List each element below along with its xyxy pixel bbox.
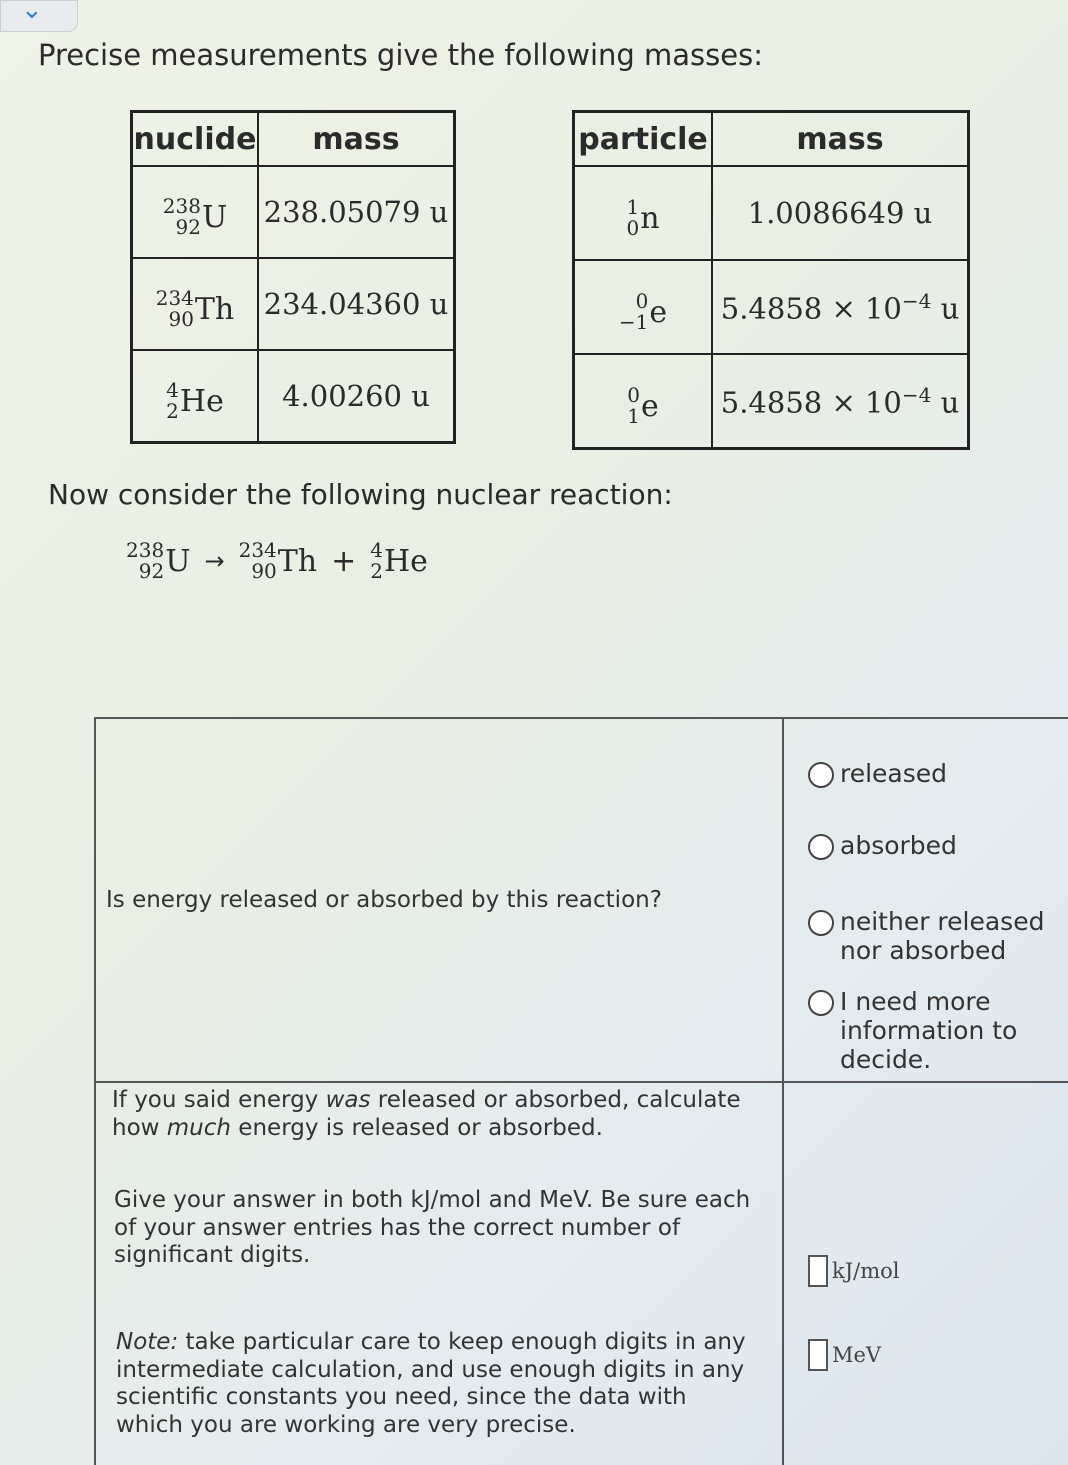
table-row <box>132 258 455 350</box>
nuclide-symbol: 4 2 He <box>166 378 224 423</box>
nuclear-reaction <box>126 540 428 582</box>
particle-symbol: 0 1 e <box>627 383 659 428</box>
table-row <box>132 166 455 258</box>
radio-button[interactable] <box>808 990 834 1016</box>
table-row <box>574 166 969 260</box>
mev-answer: MeV <box>808 1339 881 1371</box>
particle-symbol: 0 −1 e <box>618 289 668 334</box>
table-row <box>574 354 969 449</box>
particle-header: particle <box>574 112 713 167</box>
product-nuclide: 4 2 He <box>370 538 428 583</box>
radio-button[interactable] <box>808 834 834 860</box>
mass-value: 4.00260 u <box>258 350 455 443</box>
radio-button[interactable] <box>808 910 834 936</box>
table-row <box>574 260 969 354</box>
question-panel <box>94 717 1068 1465</box>
question-calculate: If you said energy was released or absorbed, calculate how much energy is released or absorbed. <box>112 1087 741 1141</box>
arrow-icon: → <box>204 547 225 575</box>
mass-value: $5.4858 \times 10^{-4}$ u <box>712 260 969 354</box>
mass-value: 234.04360 u <box>258 258 455 350</box>
nuclide-symbol: 234 90 Th <box>155 286 235 331</box>
mass-value: 238.05079 u <box>258 166 455 258</box>
collapse-toggle[interactable] <box>0 0 78 32</box>
option-released[interactable]: released <box>808 759 947 788</box>
kj-per-mol-input[interactable] <box>808 1255 828 1287</box>
chevron-down-icon: ⌄ <box>21 0 43 25</box>
plus-sign: + <box>331 543 357 579</box>
mass-value: 1.0086649 u <box>712 166 969 260</box>
mass-header: mass <box>258 112 455 167</box>
mass-header: mass <box>712 112 969 167</box>
option-need-more-info[interactable]: I need more information to decide. <box>808 987 1048 1074</box>
reaction-intro: Now consider the following nuclear reaction: <box>48 478 673 511</box>
product-nuclide: 234 90 Th <box>238 538 318 583</box>
option-absorbed[interactable]: absorbed <box>808 831 957 860</box>
mass-value: $5.4858 \times 10^{-4}$ u <box>712 354 969 449</box>
particle-symbol: 1 0 n <box>626 195 660 240</box>
nuclide-header: nuclide <box>132 112 259 167</box>
kj-per-mol-answer: kJ/mol <box>808 1255 900 1287</box>
nuclide-symbol: 238 92 U <box>162 194 228 239</box>
question-units-instruction: Give your answer in both kJ/mol and MeV. Be sure each of your answer entries has the correct number of significant digits. <box>114 1187 751 1269</box>
reactant-nuclide: 238 92 U <box>126 538 191 583</box>
option-neither[interactable]: neither released nor absorbed <box>808 907 1048 965</box>
note-text: Note: take particular care to keep enough digits in any intermediate calculation, and use enough digits in any scientific constants you need, since the data with which you are working are very precise. <box>116 1329 746 1438</box>
table-row <box>132 350 455 443</box>
mev-input[interactable] <box>808 1339 828 1371</box>
radio-button[interactable] <box>808 762 834 788</box>
nuclide-mass-table <box>130 110 456 444</box>
intro-text: Precise measurements give the following masses: <box>38 38 763 72</box>
question-energy-direction: Is energy released or absorbed by this reaction? <box>106 887 662 913</box>
particle-mass-table <box>572 110 970 450</box>
